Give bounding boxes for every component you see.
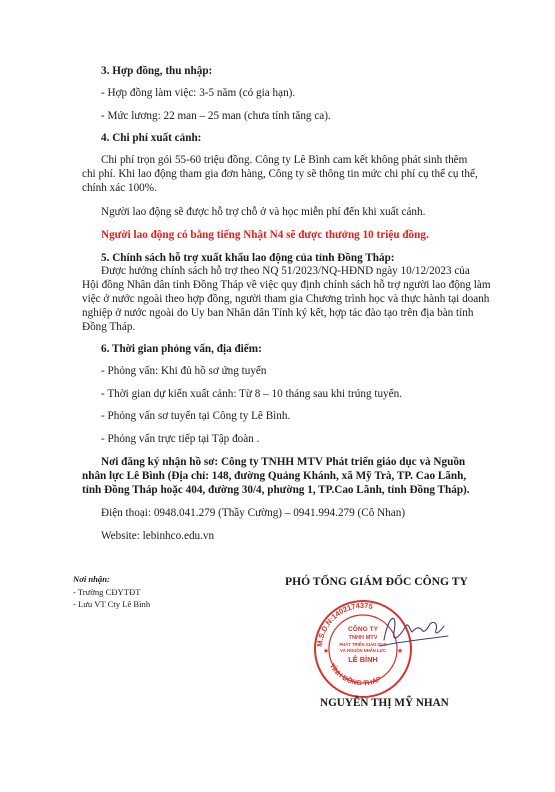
registration-line-3: tỉnh Đồng Tháp hoặc 404, đường 30/4, phường 1, TP.Cao Lãnh, tỉnh Đồng Tháp). [82,484,470,496]
recipient-2: - Lưu VT Cty Lê Bình [73,599,151,609]
signer-title: PHÓ TỔNG GIÁM ĐỐC CÔNG TY [285,575,468,588]
policy-line-2: Hội đồng Nhân dân tỉnh Đồng Tháp về việc quy định chính sách hỗ trợ người lao động làm [82,279,491,291]
recipients-heading: Nơi nhận: [73,574,110,584]
interview-line-2: - Thời gian dự kiến xuất cảnh: Từ 8 – 10 tháng sau khi trúng tuyển. [101,388,402,400]
policy-line-5: Đồng Tháp. [82,321,136,333]
recipient-1: - Trường CĐYTĐT [73,587,141,597]
stamp-ring-text: M.S.D.N:1402174375 [314,600,374,648]
contract-term-line: - Hợp đồng làm việc: 3-5 năm (có gia hạn). [101,87,296,99]
registration-line-1: Nơi đăng ký nhận hồ sơ: Công ty TNHH MTV Phát triển giáo dục và Nguồn [101,456,466,468]
policy-line-1: Được hưởng chính sách hỗ trợ theo NQ 51/2023/NQ-HĐND ngày 10/12/2023 của [101,265,470,277]
stamp-line-5: LÊ BÌNH [348,655,378,664]
website-line: Website: lebinhco.edu.vn [101,530,215,542]
policy-line-3: việc ở nước ngoài theo hợp đồng, người tham gia Chương trình học và thực hành tại doanh [82,293,490,305]
stamp-line-4: VÀ NGUỒN NHÂN LỰC [339,648,387,653]
stamp-line-1: CÔNG TY [347,626,379,633]
section-4-heading: 4. Chi phí xuất cảnh: [101,132,202,144]
phone-line: Điện thoại: 0948.041.279 (Thầy Cường) – 0941.994.279 (Cô Nhan) [101,507,406,519]
stamp-line-3: PHÁT TRIỂN GIÁO DỤC [339,642,387,647]
interview-line-1: - Phỏng vấn: Khi đủ hồ sơ ứng tuyển [101,365,267,377]
svg-text:★: ★ [396,648,404,655]
interview-line-3: - Phỏng vấn sơ tuyển tại Công ty Lê Bình. [101,410,291,422]
n4-bonus-highlight: Người lao động có bằng tiếng Nhật N4 sẽ được thưởng 10 triệu đồng. [101,229,429,241]
salary-line: - Mức lương: 22 man – 25 man (chưa tính tăng ca). [101,110,331,122]
registration-line-2: nhân lực Lê Bình (Địa chỉ: 148, đường Quảng Khánh, xã Mỹ Trà, TP. Cao Lãnh, [82,470,467,482]
section-3-heading: 3. Hợp đồng, thu nhập: [101,65,213,77]
signer-name: NGUYỄN THỊ MỸ NHAN [320,697,449,709]
section-5-heading: 5. Chính sách hỗ trợ xuất khẩu lao động của tỉnh Đồng Tháp: [101,252,395,264]
cost-paragraph-line-2: chi phí. Khi lao động tham gia đơn hàng, Công ty sẽ thông tin mức chi phí cụ thể cụ thể, [82,168,478,180]
svg-text:★: ★ [322,648,330,655]
section-6-heading: 6. Thời gian phỏng vấn, địa điểm: [101,343,262,355]
stamp-ring-bottom: TỈNH ĐỒNG THÁP [327,662,383,688]
policy-line-4: nghiệp ở nước ngoài do Uy ban Nhân dân Tỉnh ký kết, hợp tác đào tạo trên địa bàn tỉnh [82,307,474,319]
cost-paragraph-line-1: Chi phí trọn gói 55-60 triệu đồng. Công ty Lê Bình cam kết không phát sinh thêm [101,154,468,166]
stamp-line-2: TNHH MTV [348,635,378,641]
handwritten-signature [378,606,450,656]
interview-line-4: - Phỏng vấn trực tiếp tại Tập đoàn . [101,433,260,445]
support-paragraph: Người lao động sẽ được hỗ trợ chỗ ở và học miễn phí đến khi xuất cảnh. [101,206,426,218]
cost-paragraph-line-3: chính xác 100%. [82,182,157,194]
